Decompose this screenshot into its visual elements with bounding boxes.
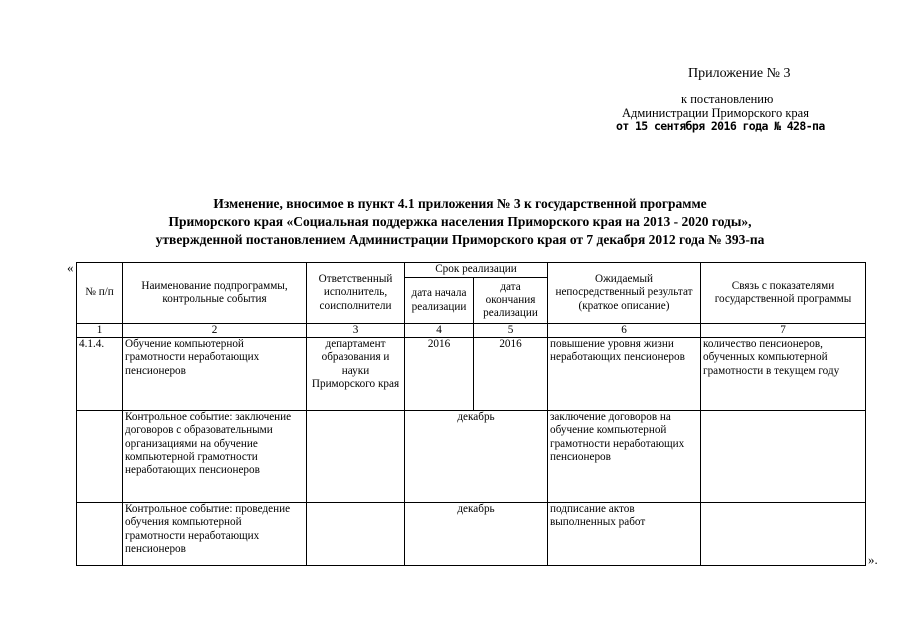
header-end: дата окончания реализации xyxy=(474,278,548,324)
column-number: 5 xyxy=(474,324,548,338)
program-indicator-link xyxy=(701,411,866,503)
row-number: 4.1.4. xyxy=(77,338,123,411)
control-event-name: Контрольное событие: проведение обучения компьютерной грамотности неработающих пенсионеров xyxy=(123,503,307,566)
column-number: 3 xyxy=(307,324,405,338)
header-link: Связь с показателями государственной программы xyxy=(701,263,866,324)
row-number xyxy=(77,503,123,566)
column-number: 4 xyxy=(405,324,474,338)
header-result: Ожидаемый непосредственный результат (краткое описание) xyxy=(548,263,701,324)
activity-name: Обучение компьютерной грамотности неработающих пенсионеров xyxy=(123,338,307,411)
column-number: 6 xyxy=(548,324,701,338)
end-date: 2016 xyxy=(474,338,548,411)
header-start: дата начала реализации xyxy=(405,278,474,324)
approval-line-2: Администрации Приморского края xyxy=(622,106,809,120)
column-numbers-row xyxy=(77,324,866,338)
header-row-1 xyxy=(77,263,866,278)
table-row xyxy=(77,338,866,411)
table-row xyxy=(77,503,866,566)
expected-result: повышение уровня жизни неработающих пенсионеров xyxy=(548,338,701,411)
approval-line-1: к постановлению xyxy=(681,92,774,106)
expected-result: подписание актов выполненных работ xyxy=(548,503,701,566)
date-stamp: от 15 сентября 2016 года № 428-па xyxy=(616,119,825,133)
start-date: 2016 xyxy=(405,338,474,411)
header-name: Наименование подпрограммы, контрольные события xyxy=(123,263,307,324)
document-title-line-3: утвержденной постановлением Администрации Приморского края от 7 декабря 2012 года № 393-па xyxy=(155,232,765,247)
program-indicator-link xyxy=(701,503,866,566)
implementation-period: декабрь xyxy=(405,503,548,566)
responsible-executor: департамент образования и науки Приморского края xyxy=(307,338,405,411)
document-title-line-1: Изменение, вносимое в пункт 4.1 приложения № 3 к государственной программе xyxy=(213,196,707,211)
column-number: 2 xyxy=(123,324,307,338)
program-indicator-link: количество пенсионеров, обученных компьютерной грамотности в текущем году xyxy=(701,338,866,411)
closing-quote: ». xyxy=(868,552,878,567)
opening-quote: « xyxy=(67,260,74,275)
control-event-name: Контрольное событие: заключение договоров с образовательными организациями на обучение компьютерной грамотности неработающих пенсионеров xyxy=(123,411,307,503)
responsible-executor xyxy=(307,503,405,566)
expected-result: заключение договоров на обучение компьютерной грамотности неработающих пенсионеров xyxy=(548,411,701,503)
column-number: 1 xyxy=(77,324,123,338)
header-period: Срок реализации xyxy=(405,263,548,278)
responsible-executor xyxy=(307,411,405,503)
column-number: 7 xyxy=(701,324,866,338)
header-num: № п/п xyxy=(77,263,123,324)
appendix-number: Приложение № 3 xyxy=(688,66,791,81)
document-title-line-2: Приморского края «Социальная поддержка населения Приморского края на 2013 - 2020 годы», xyxy=(168,214,752,229)
program-table xyxy=(76,262,866,566)
table-row xyxy=(77,411,866,503)
header-executor: Ответственный исполнитель, соисполнители xyxy=(307,263,405,324)
implementation-period: декабрь xyxy=(405,411,548,503)
row-number xyxy=(77,411,123,503)
